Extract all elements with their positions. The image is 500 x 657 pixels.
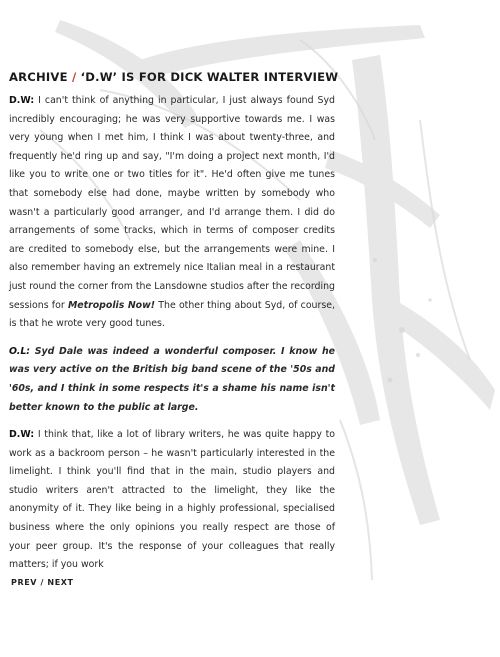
speaker-label: O.L: xyxy=(9,345,31,357)
question-paragraph xyxy=(9,343,335,417)
page-title xyxy=(9,70,339,84)
title-separator: / xyxy=(71,70,77,84)
paragraph-text: I think that, like a lot of library writers, he was quite happy to work as a backroom person – he wasn't particularly interested in the limelight. I think you'll find that in the main, studio players and studio writers aren't attracted to the limelight, they like the anonymity of it. They like being in a highly professional, specialised business where the only opinions you really respect are those of your peer group. It's the response of your colleagues that really matters; if you work xyxy=(9,429,335,571)
paragraph-text: I can't think of anything in particular, I just always found Syd incredibly encouraging; he was very supportive towards me. I was very young when I met him, I think I was about twenty-three, and frequently he'd ring up and say, "I'm doing a project next month, I'd like you to write one or two titles for it". He'd often give me tunes that somebody else had done, maybe written by somebody who wasn't a particularly good arranger, and I'd arrange them. I did do arrangements of some tracks, which in terms of composer credits are credited to somebody else, but the arrangements were mine. I also remember having an extremely nice Italian meal in a restaurant just round the corner from the Lansdowne studios after the recording sessions for xyxy=(9,95,335,311)
paragraph-text: The other thing about Syd, of course, is that he wrote very good tunes. xyxy=(9,299,335,330)
album-title: Metropolis Now! xyxy=(67,299,156,311)
answer-paragraph xyxy=(9,426,335,575)
article-content xyxy=(9,70,339,587)
section-label: ARCHIVE xyxy=(9,70,68,84)
paragraph-text: Syd Dale was indeed a wonderful composer. I know he was very active on the British big band scene of the '50s and '60s, and I think in some respects it's a shame his name isn't better known to the public at large. xyxy=(9,345,335,413)
answer-paragraph xyxy=(9,92,335,334)
interview-title: ‘D.W’ IS FOR DICK WALTER INTERVIEW xyxy=(80,70,339,84)
nav-separator: / xyxy=(40,577,45,587)
speaker-label: D.W: xyxy=(9,95,35,106)
next-link[interactable]: NEXT xyxy=(47,577,74,587)
prev-link[interactable]: PREV xyxy=(11,577,38,587)
pagination-nav xyxy=(9,578,335,587)
speaker-label: D.W: xyxy=(9,429,35,441)
